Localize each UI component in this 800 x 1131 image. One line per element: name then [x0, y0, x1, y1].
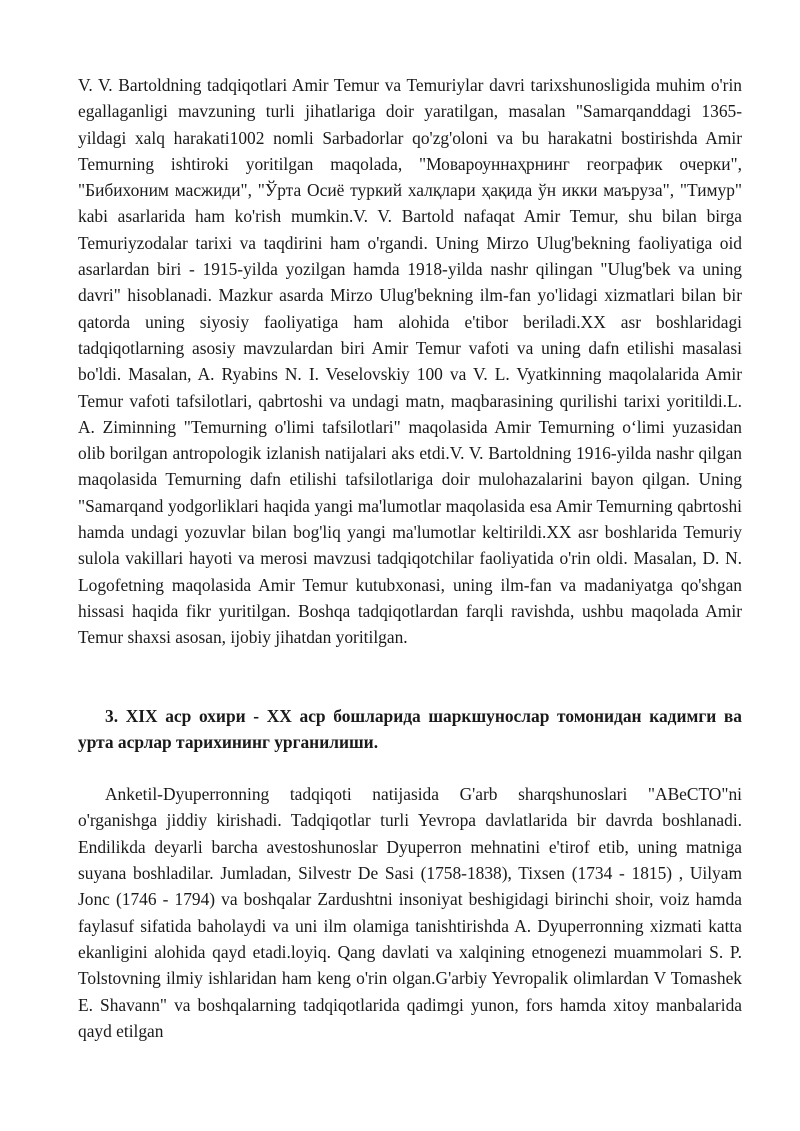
section-heading: 3. XIX аср охири - XX аср бошларида шаркшунослар томонидан кадимги ва урта асрлар тарихининг урганилиши. — [78, 705, 742, 752]
document-page — [78, 72, 742, 1044]
body-paragraph-2: Anketil-Dyuperronning tadqiqoti natijasida G'arb sharqshunoslari "ABeCTO"ni o'rganishga jiddiy kirishadi. Tadqiqotlar turli Yevropa davlatlarida bir davrda boshlanadi. Endilikda deyarli barcha avestoshunoslar Dyuperron mehnatini e'tirof etib, uning matniga suyana boshladilar. Jumladan, Silvestr De Sasi (1758-1838), Tixsen (1734 - 1815) , Uilyam Jonc (1746 - 1794) va boshqalar Zardushtni insoniyat beshigidagi birinchi shoir, voiz hamda faylasuf sifatida baholaydi va uni ilm olamiga tanishtirishda A. Dyuperronning xizmati katta ekanligini alohida qayd etadi.loyiq. Qang davlati va xalqining etnogenezi muammolari S. P. Tolstovning ilmiy ishlaridan ham keng o'rin olgan.G'arbiy Yevropalik olimlardan V Tomashek E. Shavann" va boshqalarning tadqiqotlarida qadimgi yunon, fors hamda xitoy manbalarida qayd etilgan — [78, 784, 742, 1041]
body-paragraph-1: V. V. Bartoldning tadqiqotlari Amir Temur va Temuriylar davri tarixshunosligida muhim o'rin egallaganligi mavzuning turli jihatlariga doir yaratilgan, masalan "Samarqanddagi 1365-yildagi xalq harakati1002 nomli Sarbadorlar qo'zg'oloni va bu harakatni bostirishda Amir Temurning ishtiroki yoritilgan maqolada, "Мовароуннаҳрнинг географик очерки", "Бибихоним масжиди", "Ўрта Осиё туркий халқлари ҳақида ўн икки маъруза", "Тимур" kabi asarlarida ham ko'rish mumkin.V. V. Bartold nafaqat Amir Temur, shu bilan birga Temuriyzodalar tarixi va taqdirini ham o'rgandi. Uning Mirzo Ulug'bekning faoliyatiga oid asarlardan biri - 1915-yilda yozilgan hamda 1918-yilda nashr qilingan "Ulug'bek va uning davri" hisoblanadi. Mazkur asarda Mirzo Ulug'bekning ilm-fan yo'lidagi xizmatlari bilan bir qatorda uning siyosiy faoliyatiga ham alohida e'tibor beriladi.XX asr boshlaridagi tadqiqotlarning asosiy mavzulardan biri Amir Temur vafoti va uning dafn etilishi masalasi bo'ldi. Masalan, A. Ryabins N. I. Veselovskiy 100 va V. L. Vyatkinning maqolalarida Amir Temur vafoti tafsilotlari, qabrtoshi va undagi matn, maqbarasining qurilishi tarixi yoritildi.L. A. Ziminning "Temurning o'limi tafsilotlari" maqolasida Amir Temurning o‘limi yuzasidan olib borilgan antropologik izlanish natijalari aks etdi.V. V. Bartoldning 1916-yilda nashr qilgan maqolasida Temurning dafn etilishi tafsilotlariga doir mulohazalarini bayon qilgan. Uning "Samarqand yodgorliklari haqida yangi ma'lumotlar maqolasida esa Amir Temurning qabrtoshi hamda undagi yozuvlar bilan bog'liq yangi ma'lumotlar keltirildi.XX asr boshlarida Temuriy sulola vakillari hayoti va merosi mavzusi tadqiqotchilar faoliyatida o'rin oldi. Masalan, D. N. Logofetning maqolasida Amir Temur kutubxonasi, uning ilm-fan va madaniyatga qo'shgan hissasi haqida fikr yuritilgan. Boshqa tadqiqotlardan farqli ravishda, ushbu maqolada Amir Temur shaxsi asosan, ijobiy jihatdan yoritilgan. — [78, 75, 742, 648]
